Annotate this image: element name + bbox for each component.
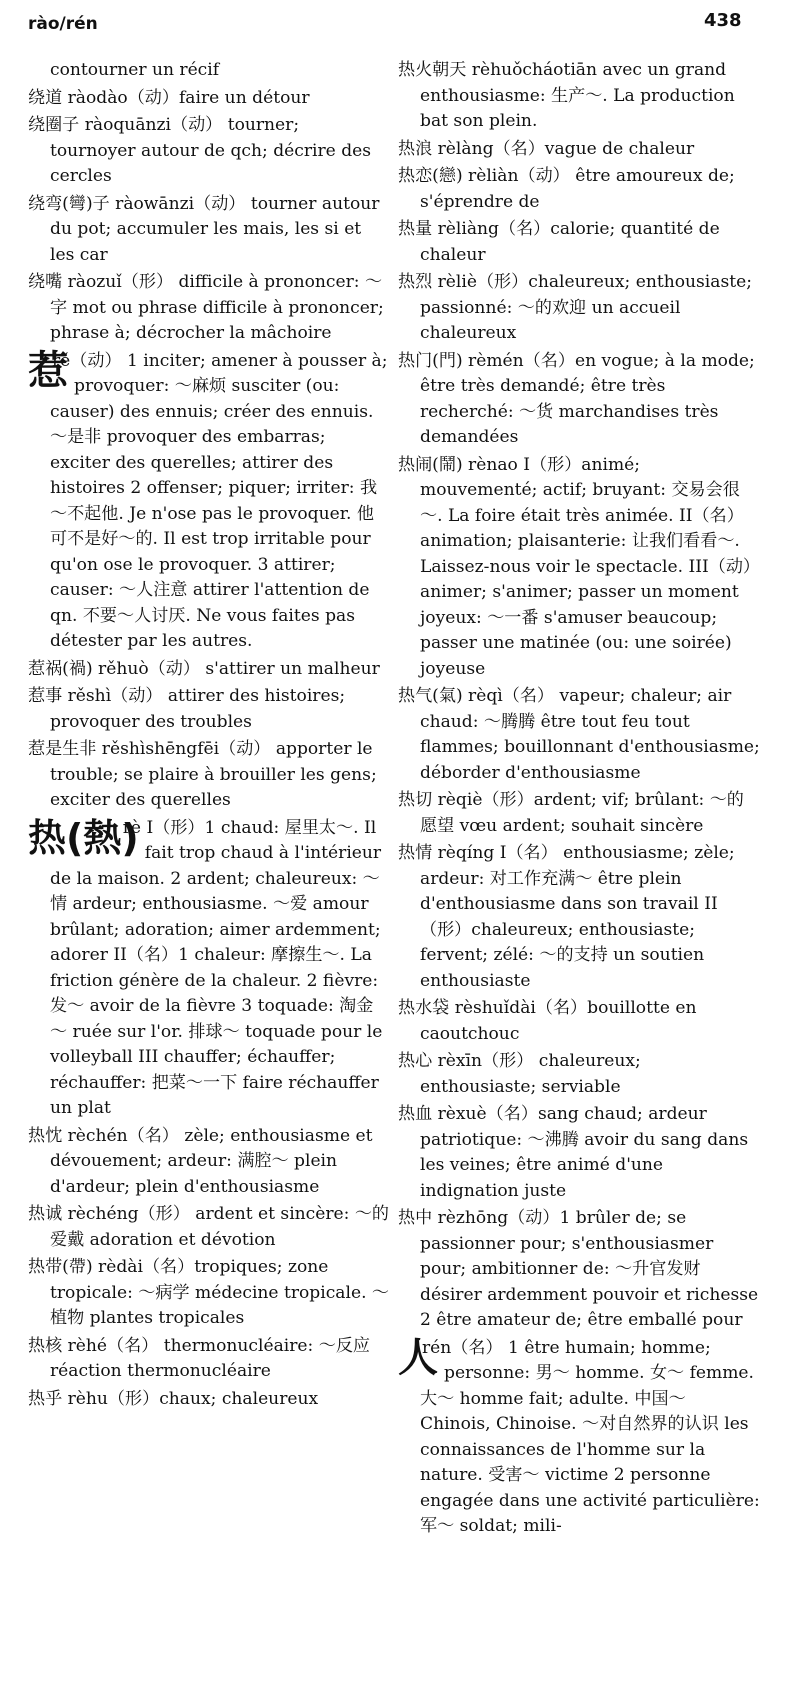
- entry-head-re4: [28, 816, 390, 1122]
- entry-head-ren: [398, 1336, 760, 1540]
- entry: 惹事 rěshì（动） attirer des histoires; provoquer des troubles: [28, 686, 346, 732]
- entry: 绕道 ràodào（动）faire un détour: [28, 87, 310, 108]
- right-column: [398, 58, 760, 1542]
- page-number: 438: [704, 10, 742, 31]
- entry: 热量 rèliàng（名）calorie; quantité de chaleur: [398, 219, 720, 265]
- entry: 热心 rèxīn（形） chaleureux; enthousiaste; serviable: [398, 1051, 641, 1097]
- entry-text: rén（名） 1 être humain; homme; personne: 男～ homme. 女～ femme. 大～ homme fait; adulte. 中国～ Chinois, Chinoise. ～对自然界的认识 les connaissances de l'homme sur la nature. 受害～ victime 2 personne engagée dans une activité particulière: 军～ soldat; mili-: [420, 1337, 760, 1536]
- entry: 绕弯(彎)子 ràowānzi（动） tourner autour du pot; accumuler les mais, les si et les car: [28, 193, 380, 265]
- entry: 惹是生非 rěshìshēngfēi（动） apporter le trouble; se plaire à brouiller les gens; exciter des querelles: [28, 739, 377, 810]
- entry: 热气(氣) rèqì（名） vapeur; chaleur; air chaud: ～腾腾 être tout feu tout flammes; bouillonnant d'enthousiasme; déborder d'enthousiasme: [398, 686, 760, 783]
- entry: 热浪 rèlàng（名）vague de chaleur: [398, 138, 695, 159]
- entry: 热恋(戀) rèliàn（动） être amoureux de; s'éprendre de: [398, 166, 735, 212]
- entry: 热血 rèxuè（名）sang chaud; ardeur patriotique: ～沸腾 avoir du sang dans les veines; être animé d'une indignation juste: [398, 1104, 749, 1201]
- entry: 热闹(鬧) rènao I（形）animé; mouvementé; actif; bruyant: 交易会很～. La foire était très animée. II（名）animation; plaisanterie: 让我们看看～. Laissez-nous voir le spectacle. III（动）animer; s'animer; passer un moment joyeux: ～一番 s'amuser beaucoup; passer une matinée (ou: une soirée) joyeuse: [398, 454, 752, 679]
- entry: 绕嘴 ràozuǐ（形） difficile à prononcer: ～字 mot ou phrase difficile à prononcer; phrase à; décrocher la mâchoire: [28, 272, 384, 343]
- headword-re3: 惹: [28, 347, 68, 394]
- entry: 热诚 rèchéng（形） ardent et sincère: ～的爱戴 adoration et dévotion: [28, 1204, 390, 1250]
- entry: 热火朝天 rèhuǒcháotiān avec un grand enthousiasme: 生产～. La production bat son plein.: [398, 60, 735, 131]
- entry-text: rě（动） 1 inciter; amener à pousser à; provoquer: ～麻烦 susciter (ou: causer) des ennuis; créer des ennuis. ～是非 provoquer des embarras; exciter des querelles; attirer des histoires 2 offenser; piquer; irriter: 我～不起他. Je n'ose pas le provoquer. 他可不是好～的. Il est trop irritable pour qu'on ose le provoquer. 3 attirer; causer: ～人注意 attirer l'attention de qn. 不要～人讨厌. Ne vous faites pas détester par les autres.: [50, 350, 388, 651]
- headword-ren: 人: [398, 1334, 438, 1381]
- entry-text: rè I（形）1 chaud: 屋里太～. Il fait trop chaud à l'intérieur de la maison. 2 ardent; chaleureux: ～情 ardeur; enthousiasme. ～爱 amour brûlant; adoration; aimer ardemment; adorer II（名）1 chaleur: 摩擦生～. La friction génère de la chaleur. 2 fièvre: 发～ avoir de la fièvre 3 toquade: 淘金～ ruée sur l'or. 排球～ toquade pour le volleyball III chauffer; échauffer; réchauffer: 把菜～一下 faire réchauffer un plat: [50, 817, 383, 1118]
- entry: 热带(帶) rèdài（名）tropiques; zone tropicale: ～病学 médecine tropicale. ～植物 plantes tropicales: [28, 1257, 390, 1328]
- entry: 热忱 rèchén（名） zèle; enthousiasme et dévouement; ardeur: 满腔～ plein d'ardeur; plein d'enthousiasme: [28, 1125, 373, 1197]
- entry: 热乎 rèhu（形）chaux; chaleureux: [28, 1388, 319, 1409]
- left-column: [28, 58, 390, 1414]
- entry: 热切 rèqiè（形）ardent; vif; brûlant: ～的愿望 vœu ardent; souhait sincère: [398, 790, 744, 836]
- entry: contourner un récif: [50, 60, 220, 80]
- entry: 热中 rèzhōng（动）1 brûler de; se passionner pour; s'enthousiasmer pour; ambitionner de: ～升官发财 désirer ardemment pouvoir et richesse 2 être amateur de; être emballé pour: [398, 1208, 759, 1330]
- entry: 热情 rèqíng I（名） enthousiasme; zèle; ardeur: 对工作充满～ être plein d'enthousiasme dans son travail II（形）chaleureux; enthousiaste; fervent; zélé: ～的支持 un soutien enthousiaste: [398, 843, 735, 991]
- entry-head-re3: [28, 349, 390, 655]
- headword-re4: 热(熱): [28, 815, 139, 860]
- entry: 热烈 rèliè（形）chaleureux; enthousiaste; passionné: ～的欢迎 un accueil chaleureux: [398, 272, 752, 343]
- entry: 热门(門) rèmén（名）en vogue; à la mode; être très demandé; être très recherché: ～货 marchandises très demandées: [398, 350, 755, 447]
- entry: 热核 rèhé（名） thermonucléaire: ～反应 réaction thermonucléaire: [28, 1335, 371, 1381]
- entry: 绕圈子 ràoquānzi（动） tourner; tournoyer autour de qch; décrire des cercles: [28, 115, 372, 186]
- entry: 热水袋 rèshuǐdài（名）bouillotte en caoutchouc: [398, 998, 697, 1044]
- entry: 惹祸(禍) rěhuò（动） s'attirer un malheur: [28, 658, 380, 679]
- running-head: rào/rén: [28, 14, 98, 34]
